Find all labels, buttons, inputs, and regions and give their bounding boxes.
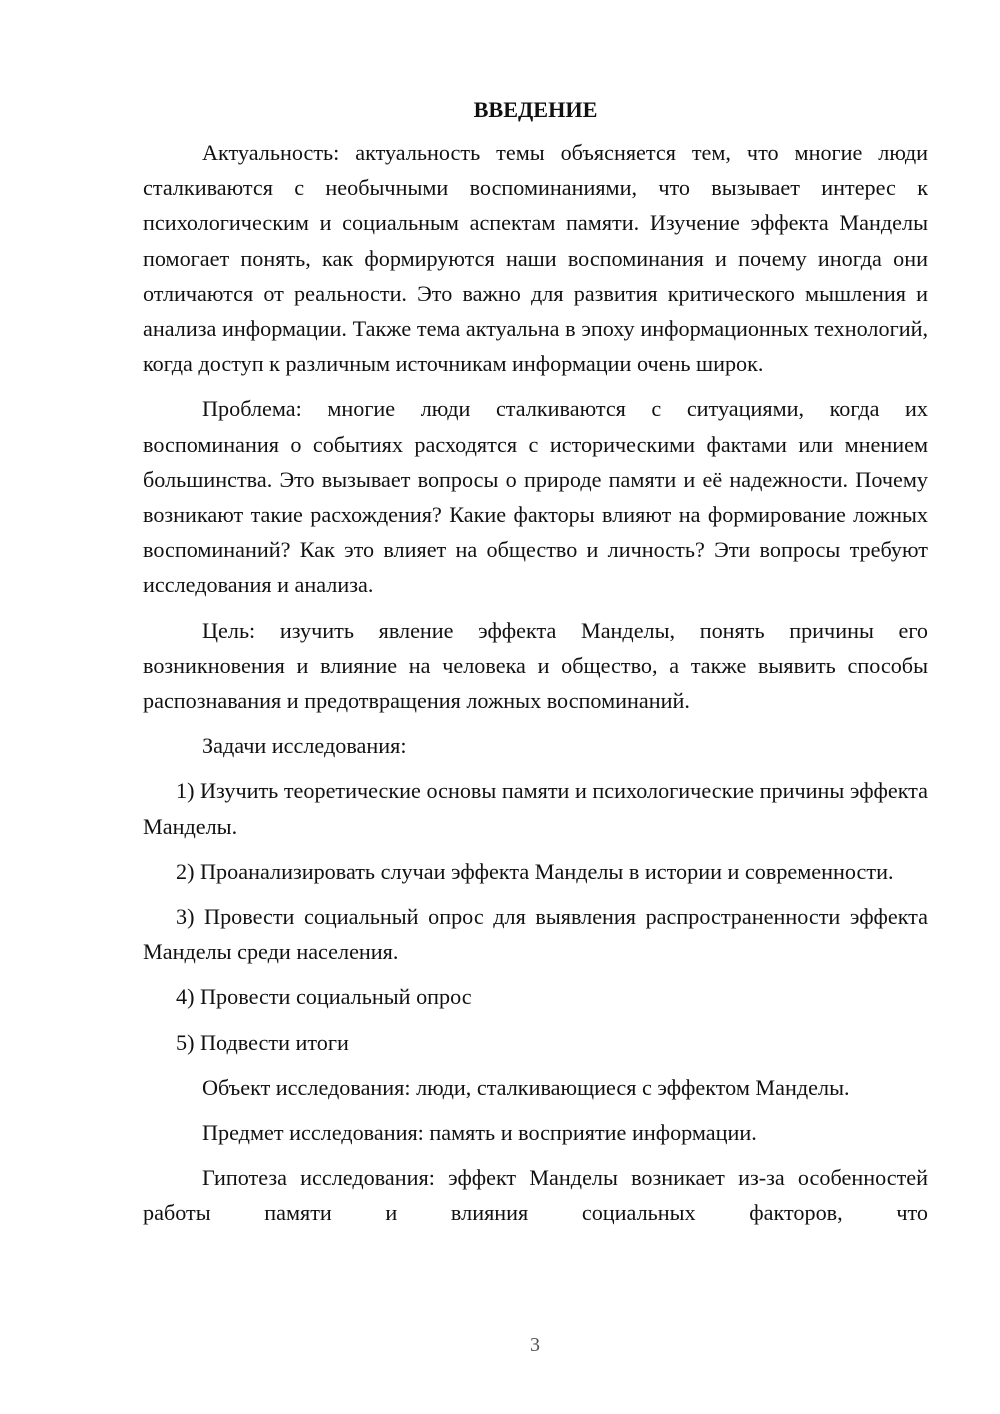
problem-paragraph: Проблема: многие люди сталкиваются с ситуациями, когда их воспоминания о событиях расходятся с историческими фактами или мнением большинства. Это вызывает вопросы о природе памяти и её надежности. Почему возникают такие расхождения? Какие факторы влияют на формирование ложных воспоминаний? Как это влияет на общество и личность? Эти вопросы требуют исследования и анализа.	[143, 396, 928, 598]
document-page	[143, 94, 928, 1241]
task-item-5: 5) Подвести итоги	[176, 1029, 349, 1055]
hypothesis-paragraph: Гипотеза исследования: эффект Манделы возникает из-за особенностей работы памяти и влияния социальных факторов, что	[143, 1165, 928, 1226]
tasks-heading: Задачи исследования:	[202, 733, 407, 759]
goal-paragraph: Цель: изучить явление эффекта Манделы, понять причины его возникновения и влияние на человека и общество, а также выявить способы распознавания и предотвращения ложных воспоминаний.	[143, 617, 928, 714]
page-number: 3	[530, 1334, 540, 1356]
subject-paragraph: Предмет исследования: память и восприятие информации.	[202, 1120, 757, 1146]
task-item-3: 3) Провести социальный опрос для выявления распространенности эффекта Манделы среди населения.	[143, 904, 928, 965]
object-paragraph: Объект исследования: люди, сталкивающиеся с эффектом Манделы.	[202, 1074, 850, 1100]
relevance-paragraph: Актуальность: актуальность темы объясняется тем, что многие люди сталкиваются с необычными воспоминаниями, что вызывает интерес к психологическим и социальным аспектам памяти. Изучение эффекта Манделы помогает понять, как формируются наши воспоминания и почему иногда они отличаются от реальности. Это важно для развития критического мышления и анализа информации. Также тема актуальна в эпоху информационных технологий, когда доступ к различным источникам информации очень широк.	[143, 140, 928, 377]
task-item-4: 4) Провести социальный опрос	[176, 984, 472, 1010]
task-item-1: 1) Изучить теоретические основы памяти и психологические причины эффекта Манделы.	[143, 778, 928, 839]
section-heading: ВВЕДЕНИЕ	[473, 97, 598, 122]
task-item-2: 2) Проанализировать случаи эффекта Манделы в истории и современности.	[176, 858, 894, 884]
